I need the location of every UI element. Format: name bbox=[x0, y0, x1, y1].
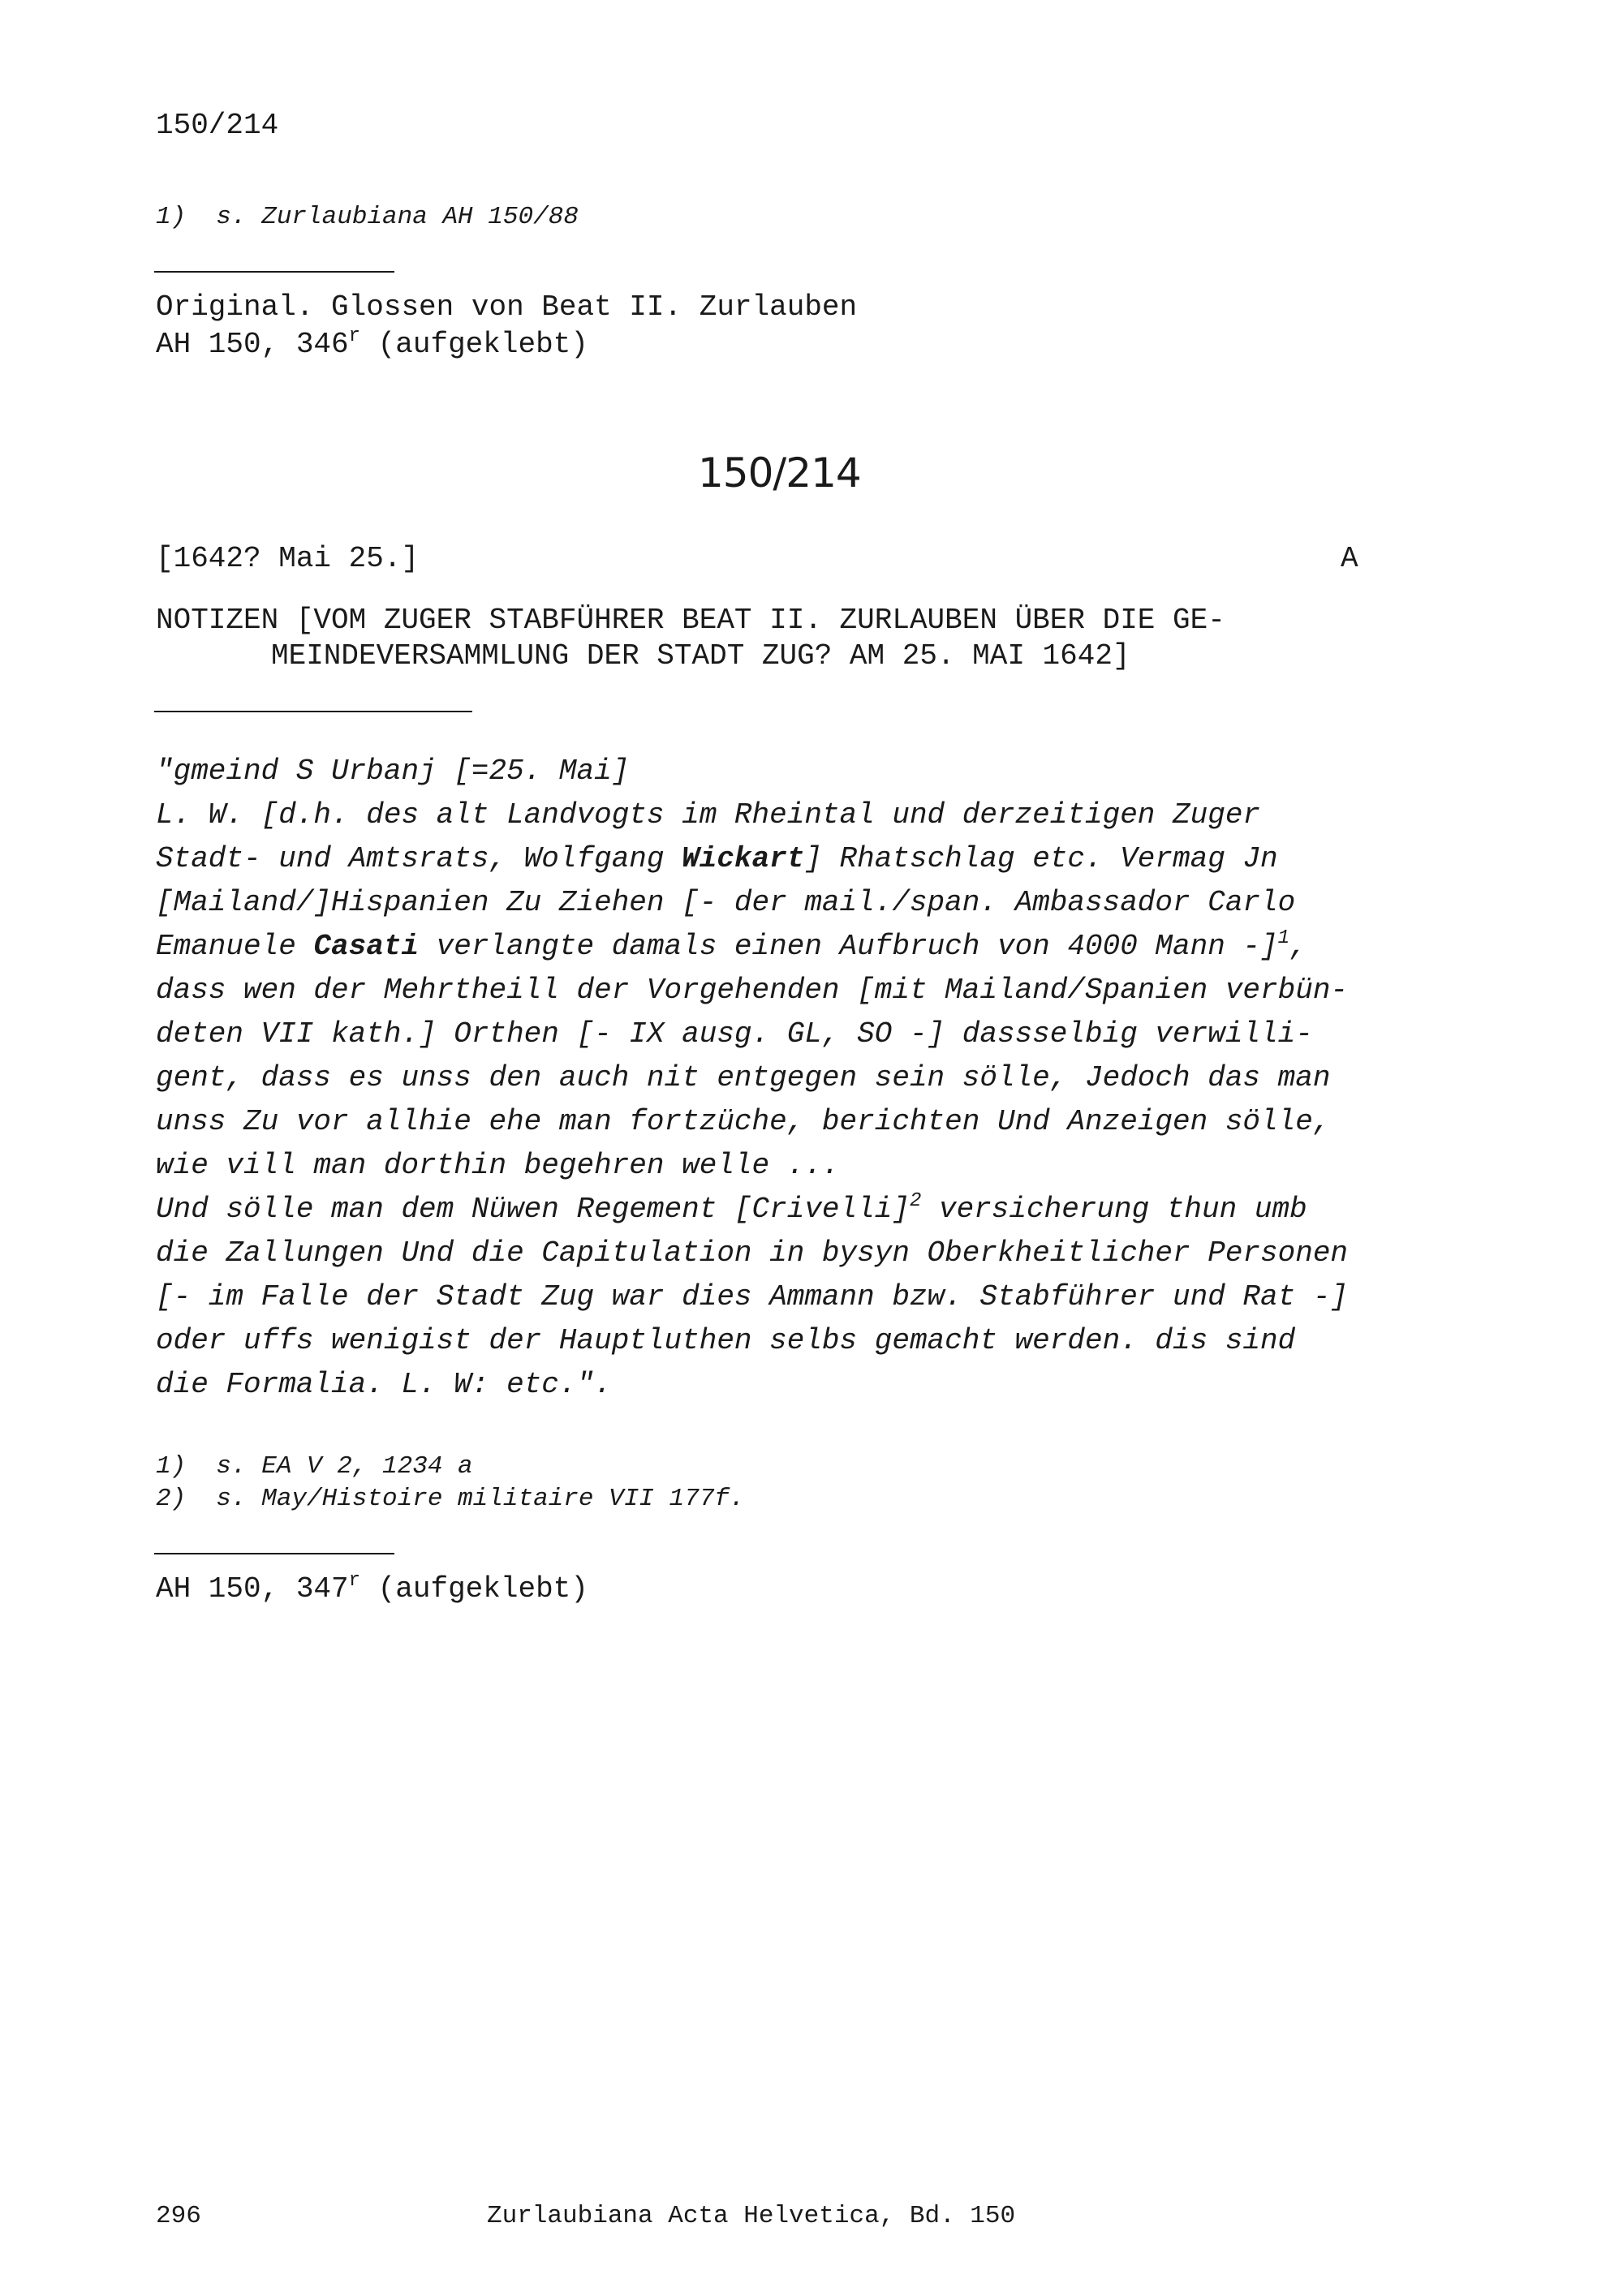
body-line: oder uffs wenigist der Hauptluthen selbs gemacht werden. dis sind bbox=[156, 1324, 1296, 1357]
body-line: Stadt- und Amtsrats, Wolfgang Wickart] Rhatschlag etc. Vermag Jn bbox=[156, 842, 1278, 875]
person-name-casati: Casati bbox=[313, 930, 420, 963]
footnote-marker: 1 bbox=[1277, 927, 1290, 949]
body-line: die Zallungen Und die Capitulation in bysyn Oberkheitlicher Personen bbox=[156, 1236, 1349, 1270]
document-number: 150/214 bbox=[698, 449, 861, 497]
body-line: L. W. [d.h. des alt Landvogts im Rheintal und derzeitigen Zuger bbox=[156, 798, 1261, 832]
body-line: [Mailand/]Hispanien Zu Ziehen [- der mail./span. Ambassador Carlo bbox=[156, 886, 1296, 919]
footnote-2: 2) s. May/Histoire militaire VII 177f. bbox=[156, 1485, 745, 1513]
prev-doc-ref: 150/214 bbox=[156, 109, 279, 142]
source-line: AH 150, 347$^r$ (aufgeklebt) bbox=[156, 1570, 588, 1606]
page-number: 296 bbox=[156, 2202, 201, 2230]
body-line: [- im Falle der Stadt Zug war dies Ammann bzw. Stabführer und Rat -] bbox=[156, 1280, 1349, 1314]
body-line: deten VII kath.] Orthen [- IX ausg. GL, SO -] dassselbig verwilli- bbox=[156, 1017, 1313, 1051]
prev-footnote: 1) s. Zurlaubiana AH 150/88 bbox=[156, 203, 579, 231]
prev-source-line-1: Original. Glossen von Beat II. Zurlauben bbox=[156, 290, 858, 324]
document-title-line-1: NOTIZEN [VOM ZUGER STABFÜHRER BEAT II. ZURLAUBEN ÜBER DIE GE- bbox=[156, 604, 1225, 637]
footnote-divider bbox=[154, 1553, 394, 1554]
body-line: Und sölle man dem Nüwen Regement [Crivelli]$^2$ versicherung thun umb bbox=[156, 1190, 1307, 1226]
body-line: gent, dass es unss den auch nit entgegen sein sölle, Jedoch das man bbox=[156, 1061, 1331, 1094]
document-marker: A bbox=[1341, 542, 1358, 575]
publication-title: Zurlaubiana Acta Helvetica, Bd. 150 bbox=[487, 2202, 1016, 2230]
prev-source-line-2: AH 150, 346$^r$ (aufgeklebt) bbox=[156, 325, 588, 361]
footnote-divider bbox=[154, 271, 394, 273]
body-line: unss Zu vor allhie ehe man fortzüche, berichten Und Anzeigen sölle, bbox=[156, 1105, 1331, 1138]
footnote-marker: 2 bbox=[909, 1190, 922, 1212]
body-line: die Formalia. L. W: etc.". bbox=[156, 1368, 612, 1401]
person-name-wickart: Wickart bbox=[682, 842, 805, 875]
title-divider bbox=[154, 711, 472, 712]
body-line: Emanuele Casati verlangte damals einen Aufbruch von 4000 Mann -]$^1$, bbox=[156, 927, 1307, 963]
document-title-line-2: MEINDEVERSAMMLUNG DER STADT ZUG? AM 25. MAI 1642] bbox=[271, 639, 1130, 673]
body-line: dass wen der Mehrtheill der Vorgehenden [mit Mailand/Spanien verbün- bbox=[156, 974, 1349, 1007]
document-date: [1642? Mai 25.] bbox=[156, 542, 420, 575]
body-line: wie vill man dorthin begehren welle ... bbox=[156, 1149, 840, 1182]
body-line: "gmeind S Urbanj [=25. Mai] bbox=[156, 755, 630, 788]
footnote-1: 1) s. EA V 2, 1234 a bbox=[156, 1452, 473, 1481]
